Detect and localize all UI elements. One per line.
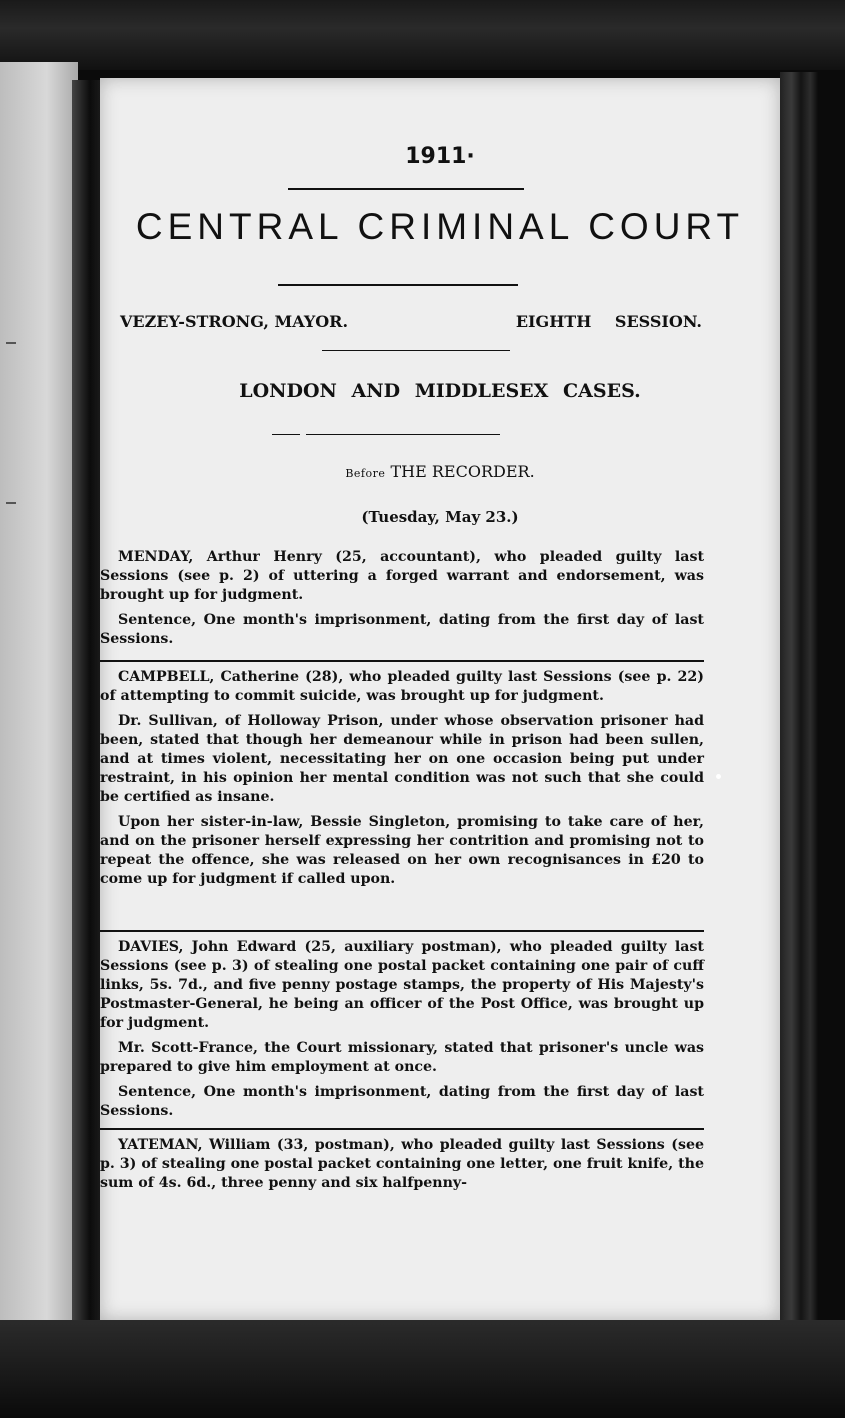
case-paragraph: Sentence, One month's imprisonment, dating from the first day of last Sessions. <box>100 1084 704 1119</box>
header-rule <box>322 350 510 351</box>
facing-page-edge <box>0 62 78 1322</box>
session-header <box>120 312 702 331</box>
case-paragraph: CAMPBELL, Catherine (28), who pleaded guilty last Sessions (see p. 22) of attempting to commit suicide, was brought up for judgment. <box>100 669 704 704</box>
case-yateman <box>100 1136 704 1199</box>
book-right-edge <box>780 72 818 1332</box>
court-title: CENTRAL CRIMINAL COURT <box>135 206 745 247</box>
case-paragraph: MENDAY, Arthur Henry (25, accountant), who pleaded guilty last Sessions (see p. 2) of uttering a forged warrant and endorsement, was brought up for judgment. <box>100 549 704 603</box>
facing-page-mark <box>6 342 16 344</box>
scan-bottom-border <box>0 1320 845 1418</box>
case-campbell <box>100 668 704 895</box>
title-rule-bottom <box>278 284 518 286</box>
session-date: (Tuesday, May 23.) <box>361 508 519 526</box>
scan-top-border <box>0 0 845 70</box>
case-divider <box>100 930 704 932</box>
case-davies <box>100 938 704 1127</box>
case-paragraph: DAVIES, John Edward (25, auxiliary postman), who pleaded guilty last Sessions (see p. 3) of stealing one postal packet containing one pair of cuff links, 5s. 7d., and five penny postage stamps, the property of His Majesty's Postmaster-General, he being an officer of the Post Office, was brought up for judgment. <box>100 939 704 1031</box>
case-paragraph: Dr. Sullivan, of Holloway Prison, under whose observation prisoner had been, stated that though her demeanour while in prison had been sullen, and at times violent, necessitating her on one occasion being put under restraint, in his opinion her mental condition was not such that she could be certified as insane. <box>100 713 704 805</box>
case-paragraph: YATEMAN, William (33, postman), who pleaded guilty last Sessions (see p. 3) of stealing one postal packet containing one letter, one fruit knife, the sum of 4s. 6d., three penny and six halfpenny- <box>100 1137 704 1191</box>
section-title: LONDON AND MIDDLESEX CASES. <box>239 380 641 402</box>
case-paragraph: Sentence, One month's imprisonment, dating from the first day of last Sessions. <box>100 612 704 647</box>
case-divider <box>100 660 704 662</box>
scan-speck <box>716 774 721 779</box>
case-paragraph: Upon her sister-in-law, Bessie Singleton, promising to take care of her, and on the prisoner herself expressing her contrition and promising not to repeat the offence, she was released on her own recognisances in £20 to come up for judgment if called upon. <box>100 814 704 887</box>
book-gutter <box>72 80 102 1320</box>
before-judge: THE RECORDER. <box>385 462 535 481</box>
case-divider <box>100 1128 704 1130</box>
section-rule-short <box>272 434 300 435</box>
facing-page-mark <box>6 502 16 504</box>
before-line <box>100 462 780 481</box>
year-heading: 1911· <box>405 144 475 169</box>
case-menday <box>100 548 704 655</box>
before-prefix: Before <box>345 467 386 480</box>
case-paragraph: Mr. Scott-France, the Court missionary, stated that prisoner's uncle was prepared to give him employment at once. <box>100 1040 704 1075</box>
session-label: EIGHTH SESSION. <box>515 312 702 331</box>
title-rule-top <box>288 188 524 190</box>
page-content <box>100 78 780 1320</box>
section-rule-long <box>306 434 500 435</box>
document-page <box>100 78 780 1320</box>
mayor-label: VEZEY-STRONG, MAYOR. <box>120 312 349 331</box>
